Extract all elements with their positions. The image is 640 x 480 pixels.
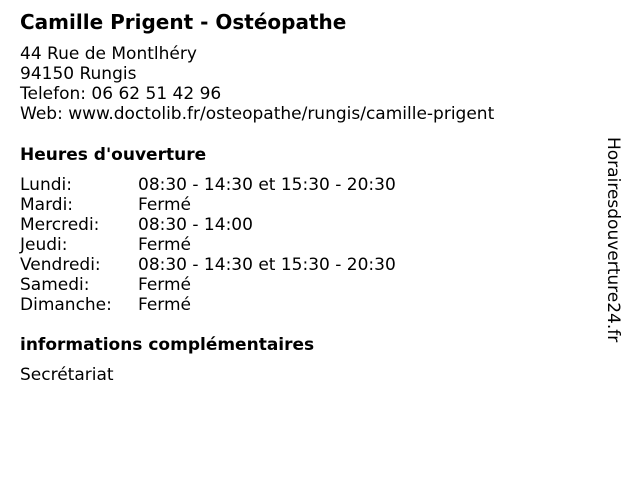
postal-city: 94150 Rungis <box>20 64 137 84</box>
day-label: Samedi: <box>20 275 90 295</box>
hours-row-monday <box>20 175 440 195</box>
day-label: Jeudi: <box>20 235 68 255</box>
time-value: 08:30 - 14:30 et 15:30 - 20:30 <box>138 175 396 195</box>
additional-info-text: Secrétariat <box>20 365 114 385</box>
website-link[interactable]: Web: www.doctolib.fr/osteopathe/rungis/camille-prigent <box>20 104 495 124</box>
address-block <box>20 44 494 124</box>
time-value: 08:30 - 14:00 <box>138 215 253 235</box>
additional-info-heading: informations complémentaires <box>20 335 315 355</box>
day-label: Lundi: <box>20 175 72 195</box>
page-title: Camille Prigent - Ostéopathe <box>20 10 347 34</box>
hours-row-thursday <box>20 235 440 255</box>
hours-row-friday <box>20 255 440 275</box>
hours-row-sunday <box>20 295 440 315</box>
hours-row-wednesday <box>20 215 440 235</box>
site-watermark: Horairesdouverture24.fr <box>603 137 623 343</box>
day-label: Vendredi: <box>20 255 101 275</box>
street-address: 44 Rue de Montlhéry <box>20 44 197 64</box>
day-label: Mardi: <box>20 195 74 215</box>
hours-row-saturday <box>20 275 440 295</box>
time-value: Fermé <box>138 295 192 315</box>
hours-row-tuesday <box>20 195 440 215</box>
time-value: Fermé <box>138 275 192 295</box>
phone-number: Telefon: 06 62 51 42 96 <box>20 84 222 104</box>
day-label: Mercredi: <box>20 215 100 235</box>
day-label: Dimanche: <box>20 295 112 315</box>
time-value: 08:30 - 14:30 et 15:30 - 20:30 <box>138 255 396 275</box>
opening-hours-table <box>20 175 440 315</box>
time-value: Fermé <box>138 195 192 215</box>
opening-hours-heading: Heures d'ouverture <box>20 145 207 165</box>
time-value: Fermé <box>138 235 192 255</box>
